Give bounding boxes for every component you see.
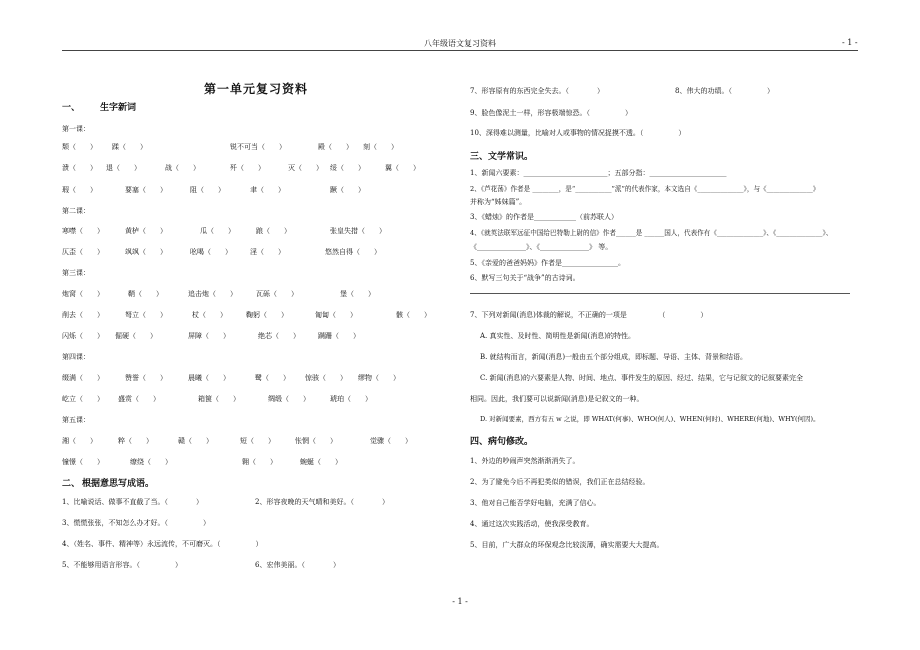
word-item: 湘（ ） bbox=[62, 437, 97, 445]
section-3-number: 三、 bbox=[470, 152, 489, 162]
word-item: 蹂（ ） bbox=[112, 143, 147, 151]
word-item: 匍匐（ ） bbox=[315, 311, 357, 319]
word-item: 蹶（ ） bbox=[330, 186, 365, 194]
word-item: 灭（ ） bbox=[288, 164, 323, 172]
word-item: 惊骇（ ） bbox=[305, 374, 347, 382]
header-title: 八年级语文复习资料 bbox=[424, 39, 496, 48]
word-item: 弩立（ ） bbox=[125, 311, 167, 319]
literature-question: 《______________》、《______________》 等。 bbox=[470, 243, 613, 251]
lesson-1-label: 第一课： bbox=[62, 125, 90, 133]
literature-question: 2、《芦花荡》作者是 ________，是“___________”派”的代表作家，本文选自《______________》，与《______________》 bbox=[470, 185, 820, 193]
word-item: 溃（ ） bbox=[62, 164, 97, 172]
idiom-question: 1、比喻说话、做事不直截了当。（ ） bbox=[62, 498, 203, 506]
idiom-question: 3、慌慌张张，不知怎么办才好。（ ） bbox=[62, 519, 210, 527]
section-1-label: 生字新词 bbox=[100, 103, 137, 113]
word-item: 粹（ ） bbox=[118, 437, 153, 445]
word-item: 要塞（ ） bbox=[125, 186, 167, 194]
word-item: 赞誉（ ） bbox=[125, 374, 167, 382]
mc-option-b: B. 就结构而言，新闻(消息)一般由五个部分组成，即标题、导语、主体、背景和结语。 bbox=[480, 353, 748, 361]
word-item: 聿（ ） bbox=[250, 186, 285, 194]
idiom-question: 4、（姓名、事件、精神等）永远流传，不可磨灭。（ ） bbox=[62, 540, 263, 548]
idiom-question: 9、脸色像泥土一样，形容极端惊恐。（ ） bbox=[470, 109, 632, 117]
word-item: 淫（ ） bbox=[250, 248, 285, 256]
mc-question: 7、下列对新闻(消息)体裁的解说，不正确的一项是 （ ） bbox=[470, 311, 708, 319]
section-2-number: 二、 bbox=[62, 479, 81, 489]
word-item: 翱（ ） bbox=[242, 458, 277, 466]
idiom-question: 5、不能够用语言形容。（ ） bbox=[62, 561, 182, 569]
word-item: 吆喝（ ） bbox=[190, 248, 232, 256]
word-item: 琥珀（ ） bbox=[330, 395, 372, 403]
word-item: 张皇失措（ ） bbox=[330, 227, 386, 235]
word-item: 鹭（ ） bbox=[255, 374, 290, 382]
word-item: 踉（ ） bbox=[256, 227, 291, 235]
word-item: 翼（ ） bbox=[385, 164, 420, 172]
word-item: 憧憬（ ） bbox=[62, 458, 104, 466]
word-item: 倔硬（ ） bbox=[115, 332, 157, 340]
word-item: 阻（ ） bbox=[190, 186, 225, 194]
word-item: 缪物（ ） bbox=[358, 374, 400, 382]
lesson-2-label: 第二课： bbox=[62, 207, 90, 215]
section-1-number: 一、 bbox=[62, 103, 81, 113]
literature-question: 1、新闻六要素：________________________；五部分指：______________________ bbox=[470, 169, 727, 177]
literature-question: 并称为“姊妹篇”。 bbox=[470, 198, 527, 206]
literature-question: 4、《就英法联军远征中国给巴特勒上尉的信》作者______是 ______国人，代表作有《______________》、《______________》、 bbox=[470, 229, 833, 237]
word-item: 绥（ ） bbox=[330, 164, 365, 172]
lesson-5-label: 第五课： bbox=[62, 416, 90, 424]
word-item: 赣（ ） bbox=[178, 437, 213, 445]
section-2-label: 根据意思写成语。 bbox=[82, 479, 155, 489]
word-item: 炮窝（ ） bbox=[62, 290, 104, 298]
document-title: 第一单元复习资料 bbox=[203, 82, 308, 96]
idiom-question: 2、形容夜晚的天气晴和美好。（ ） bbox=[255, 498, 389, 506]
mc-option-c: C. 新闻(消息)的六要素是人物、时间、地点、事件发生的原因、经过、结果，它与记叙文的记叙要素完全 bbox=[480, 374, 804, 382]
word-item: 战（ ） bbox=[165, 164, 200, 172]
word-item: 颓（ ） bbox=[62, 143, 97, 151]
correction-item: 4、通过这次实践活动，使我深受教育。 bbox=[470, 520, 594, 528]
word-item: 短（ ） bbox=[240, 437, 275, 445]
word-item: 绸缎（ ） bbox=[268, 395, 310, 403]
word-item: 黄栌（ ） bbox=[125, 227, 167, 235]
word-item: 锐不可当（ ） bbox=[230, 143, 286, 151]
word-item: 瓦砾（ ） bbox=[256, 290, 298, 298]
word-item: 削去（ ） bbox=[62, 311, 104, 319]
literature-question: 6、默写三句关于“战争”的古诗词。 bbox=[470, 274, 580, 282]
word-item: 杖（ ） bbox=[192, 311, 227, 319]
section-4-label: 病句修改。 bbox=[488, 437, 534, 447]
word-item: 屏障（ ） bbox=[188, 332, 230, 340]
word-item: 悠然自得（ ） bbox=[325, 248, 381, 256]
word-item: 盛赏（ ） bbox=[118, 395, 160, 403]
literature-question: 3、《蜡烛》的作者是____________（前苏联人） bbox=[470, 213, 618, 221]
word-item: 觉骤（ ） bbox=[370, 437, 412, 445]
idiom-question: 10、深得难以测量，比喻对人或事物的情况捉摸不透。（ ） bbox=[470, 129, 686, 137]
idiom-question: 8、伟大的功绩。（ ） bbox=[675, 87, 774, 95]
word-item: 缭绕（ ） bbox=[130, 458, 172, 466]
idiom-question: 7、形容原有的东西完全失去。（ ） bbox=[470, 87, 604, 95]
word-item: 缀满（ ） bbox=[62, 374, 104, 382]
correction-item: 5、目前，广大群众的环保观念比较淡薄，确实需要大大提高。 bbox=[470, 541, 664, 549]
word-item: 仄歪（ ） bbox=[62, 248, 104, 256]
word-item: 怅惘（ ） bbox=[295, 437, 337, 445]
header-page-number: - 1 - bbox=[842, 38, 858, 47]
footer-page-number: - 1 - bbox=[452, 597, 468, 606]
word-item: 殿（ ） bbox=[318, 143, 353, 151]
lesson-3-label: 第三课： bbox=[62, 269, 90, 277]
word-item: 退（ ） bbox=[106, 164, 141, 172]
mc-option-d: D. 对新闻要素，西方有五 w 之说，即 WHAT(何事)、WHO(何人)、WHEN(何时)、WHERE(何地)、WHY(何因)。 bbox=[480, 415, 820, 423]
word-item: 鞘（ ） bbox=[128, 290, 163, 298]
word-item: 闪烁（ ） bbox=[62, 332, 104, 340]
word-item: 蜿蜒（ ） bbox=[300, 458, 342, 466]
word-item: 刻（ ） bbox=[363, 143, 398, 151]
literature-question: 5、《亲爱的爸爸妈妈》作者是________________。 bbox=[470, 259, 625, 267]
word-item: 瓜（ ） bbox=[200, 227, 235, 235]
answer-line bbox=[470, 293, 850, 294]
word-item: 骸（ ） bbox=[396, 311, 431, 319]
word-item: 堡（ ） bbox=[340, 290, 375, 298]
word-item: 追击炮（ ） bbox=[188, 290, 237, 298]
correction-item: 1、外边的吵闹声突然渐渐消失了。 bbox=[470, 457, 580, 465]
word-item: 蹒跚（ ） bbox=[318, 332, 360, 340]
word-item: 飒飒（ ） bbox=[125, 248, 167, 256]
word-item: 晨曦（ ） bbox=[188, 374, 230, 382]
word-item: 鞠躬（ ） bbox=[246, 311, 288, 319]
word-item: 歼（ ） bbox=[230, 164, 265, 172]
word-item: 箱箧（ ） bbox=[198, 395, 240, 403]
lesson-4-label: 第四课： bbox=[62, 353, 90, 361]
section-4-number: 四、 bbox=[470, 437, 489, 447]
mc-option-c-continued: 相同。因此，我们要可以说新闻(消息)是记叙文的一种。 bbox=[470, 395, 644, 403]
header-divider bbox=[62, 50, 858, 51]
section-3-label: 文学常识。 bbox=[488, 152, 534, 162]
word-item: 寒噤（ ） bbox=[62, 227, 104, 235]
word-item: 瑕（ ） bbox=[62, 186, 97, 194]
word-item: 屹立（ ） bbox=[62, 395, 104, 403]
correction-item: 2、为了避免今后不再犯类似的错误，我们正在总结经验。 bbox=[470, 478, 650, 486]
mc-option-a: A. 真实性、及时性、简明性是新闻(消息)的特性。 bbox=[480, 332, 635, 340]
correction-item: 3、他对自己能否学好电脑，充满了信心。 bbox=[470, 499, 601, 507]
word-item: 绝芯（ ） bbox=[258, 332, 300, 340]
idiom-question: 6、宏伟美丽。（ ） bbox=[255, 561, 340, 569]
